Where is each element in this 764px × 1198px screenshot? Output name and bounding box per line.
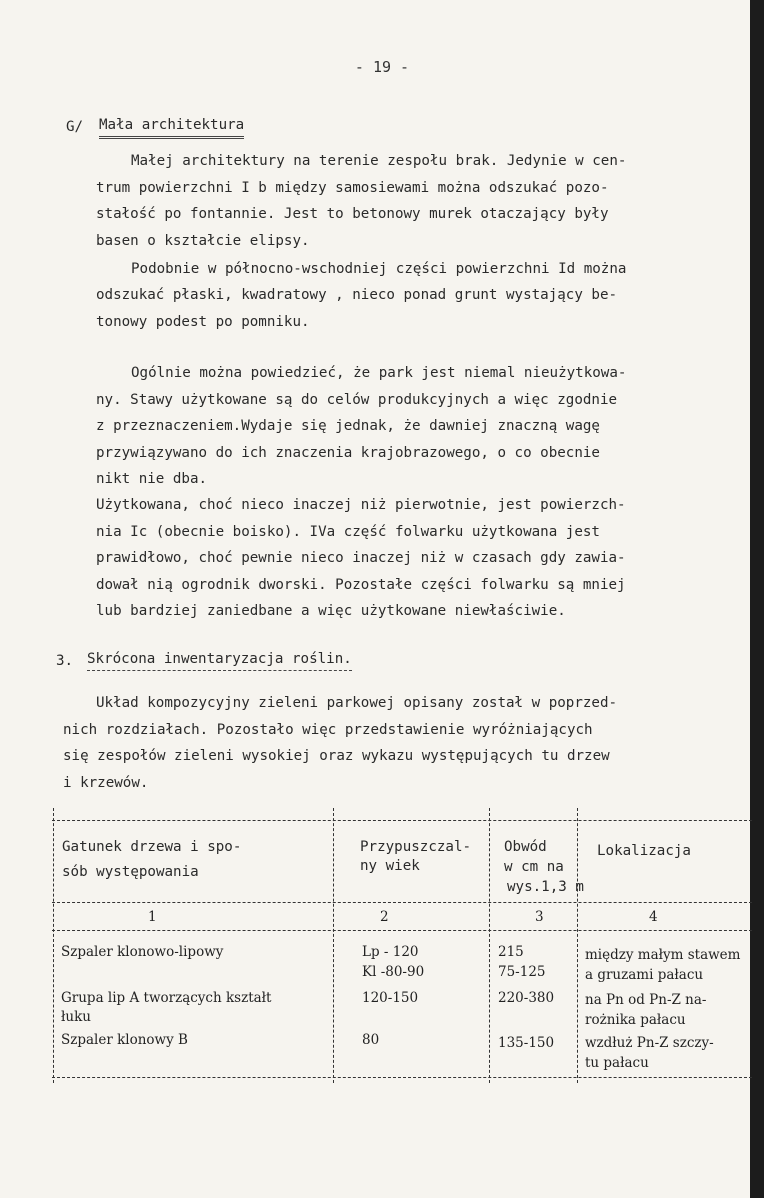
text-line: nikt nie dba.: [96, 471, 208, 487]
header-col2-line2: ny wiek: [360, 858, 420, 874]
section-g-prefix: G/: [66, 119, 84, 135]
header-col3-line3: wys.1,3 m: [507, 879, 584, 895]
cell-age: 120-150: [362, 990, 419, 1006]
text-line: przywiązywano do ich znaczenia krajobrazowego, o co obecnie: [96, 445, 600, 461]
cell-location: między małym stawem: [585, 947, 741, 963]
column-number: 2: [380, 909, 389, 925]
text-line: odszukać płaski, kwadratowy , nieco ponad grunt wystający be-: [96, 287, 618, 303]
cell-location: wzdłuż Pn-Z szczy-: [585, 1035, 714, 1051]
cell-location: tu pałacu: [585, 1055, 649, 1071]
cell-species: Szpaler klonowy B: [61, 1032, 188, 1048]
text-line: Ogólnie można powiedzieć, że park jest niemal nieużytkowa-: [131, 365, 627, 381]
text-line: trum powierzchni I b między samosiewami można odszukać pozo-: [96, 180, 609, 196]
header-col1-line2: sób występowania: [62, 864, 199, 880]
table-rule: [53, 808, 54, 1083]
cell-girth: 75-125: [498, 964, 546, 980]
page-number: - 19 -: [354, 58, 410, 76]
text-line: stałość po fontannie. Jest to betonowy murek otaczający były: [96, 206, 609, 222]
text-line: nich rozdziałach. Pozostało więc przedstawienie wyróżniających: [63, 722, 593, 738]
cell-age: Lp - 120: [362, 944, 419, 960]
section-g-title: Mała architektura: [99, 114, 244, 139]
text-line: lub bardziej zaniedbane a więc użytkowane niewłaściwie.: [96, 603, 566, 619]
text-line: Układ kompozycyjny zieleni parkowej opisany został w poprzed-: [96, 695, 618, 711]
cell-girth: 215: [498, 944, 524, 960]
table-rule: [333, 808, 334, 1083]
cell-location: na Pn od Pn-Z na-: [585, 992, 707, 1008]
section-3-title: Skrócona inwentaryzacja roślin.: [87, 648, 352, 671]
cell-location: rożnika pałacu: [585, 1012, 686, 1028]
header-col3-line2: w cm na: [504, 859, 564, 875]
text-line: z przeznaczeniem.Wydaje się jednak, że dawniej znaczną wagę: [96, 418, 600, 434]
table-rule: [52, 1077, 752, 1078]
header-col1-line1: Gatunek drzewa i spo-: [62, 839, 242, 855]
text-line: prawidłowo, choć pewnie nieco inaczej niż w czasach gdy zawia-: [96, 550, 626, 566]
table-rule: [52, 930, 752, 931]
cell-girth: 220-380: [498, 990, 555, 1006]
text-line: dował nią ogrodnik dworski. Pozostałe części folwarku są mniej: [96, 577, 626, 593]
column-number: 1: [148, 909, 157, 925]
text-line: tonowy podest po pomniku.: [96, 314, 310, 330]
text-line: ny. Stawy użytkowane są do celów produkcyjnych a więc zgodnie: [96, 392, 618, 408]
table-rule: [577, 808, 578, 1083]
section-3-number: 3.: [56, 653, 74, 669]
table-rule: [52, 902, 752, 903]
text-line: Podobnie w północno-wschodniej części powierzchni Id można: [131, 261, 627, 277]
cell-species: Grupa lip A tworzących kształt: [61, 990, 272, 1006]
column-number: 4: [649, 909, 658, 925]
table-rule: [489, 808, 490, 1083]
header-col3-line1: Obwód: [504, 839, 547, 855]
cell-location: a gruzami pałacu: [585, 967, 704, 983]
cell-species: łuku: [61, 1009, 91, 1025]
cell-age: 80: [362, 1032, 380, 1048]
text-line: Użytkowana, choć nieco inaczej niż pierwotnie, jest powierzch-: [96, 497, 626, 513]
text-line: basen o kształcie elipsy.: [96, 233, 310, 249]
header-col4: Lokalizacja: [597, 843, 691, 859]
cell-species: Szpaler klonowo-lipowy: [61, 944, 224, 960]
text-line: Małej architektury na terenie zespołu brak. Jedynie w cen-: [131, 153, 627, 169]
column-number: 3: [535, 909, 544, 925]
cell-age: Kl -80-90: [362, 964, 425, 980]
cell-girth: 135-150: [498, 1035, 555, 1051]
table-rule: [52, 820, 752, 821]
header-col2-line1: Przypuszczal-: [360, 839, 472, 855]
text-line: nia Ic (obecnie boisko). IVa część folwarku użytkowana jest: [96, 524, 600, 540]
page-edge-shadow: [750, 0, 764, 1198]
text-line: i krzewów.: [63, 775, 149, 791]
text-line: się zespołów zieleni wysokiej oraz wykazu występujących tu drzew: [63, 748, 610, 764]
